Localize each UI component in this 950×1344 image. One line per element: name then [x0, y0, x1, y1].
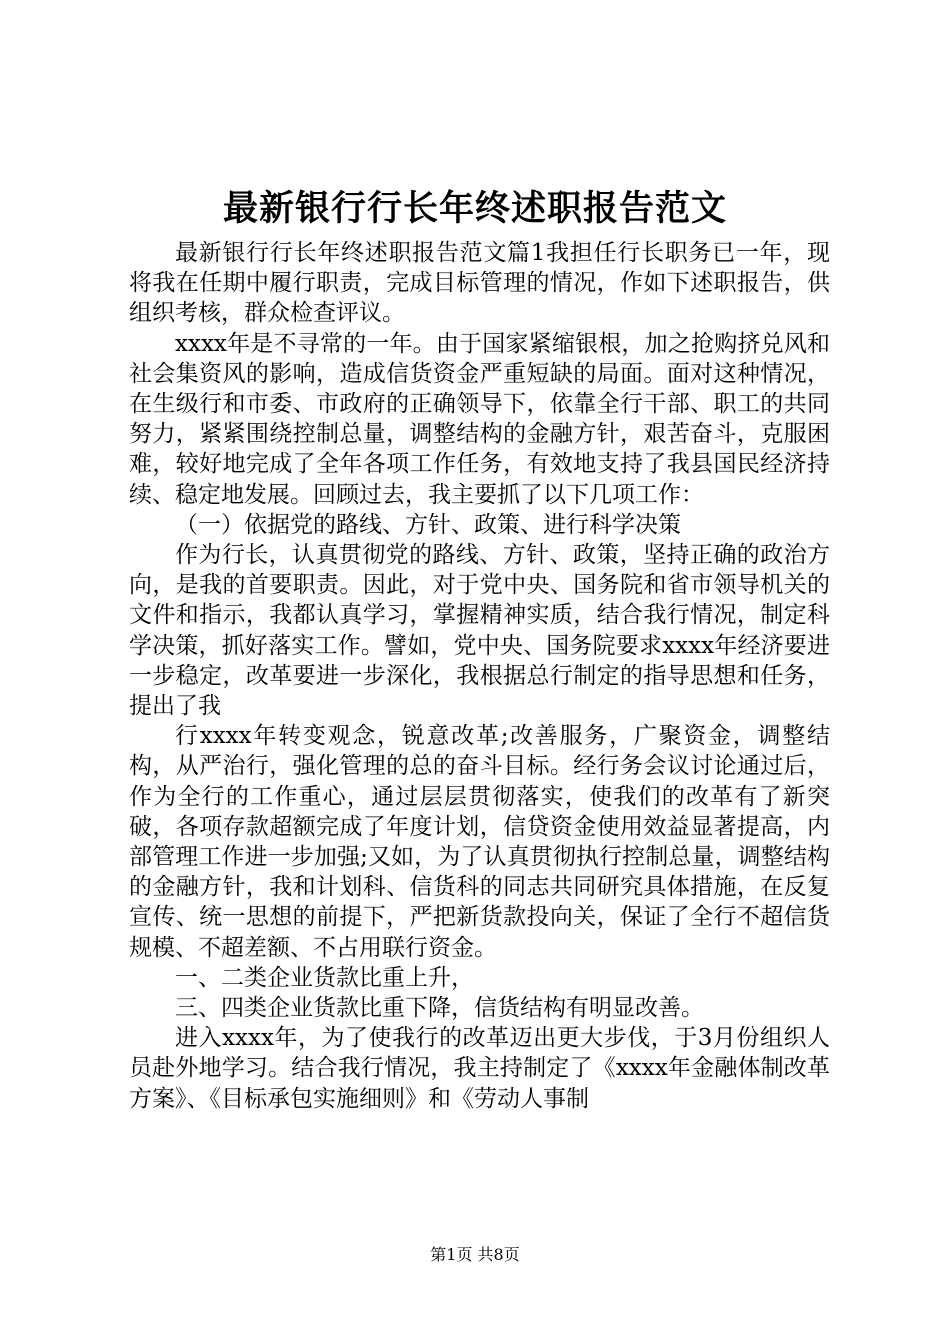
paragraph-intro: 最新银行行长年终述职报告范文篇1我担任行长职务已一年，现将我在任期中履行职责，完成目标管理的情况，作如下述职报告，供组织考核，群众检查评议。 [129, 240, 830, 327]
section-heading-1: （一）依据党的路线、方针、政策、进行科学决策 [175, 511, 681, 538]
paragraph-loan-up: 一、二类企业货款比重上升， [175, 964, 474, 991]
document-title: 最新银行行长年终述职报告范文 [222, 188, 727, 229]
paragraph-duty: 作为行长，认真贯彻党的路线、方针、政策，坚持正确的政治方向，是我的首要职责。因此，对于党中央、国务院和省市领导机关的文件和指示，我都认真学习，掌握精神实质，结合我行情况，制定科学决策，抓好落实工作。譬如，党中央、国务院要求xxxx年经济要进一步稳定，改革要进一步深化，我根据总行制定的指导思想和任务，提出了我 [129, 542, 830, 720]
paragraph-reform: 行xxxx年转变观念，锐意改革;改善服务，广聚资金，调整结构，从严治行，强化管理的总的奋斗目标。经行务会议讨论通过后，作为全行的工作重心，通过层层贯彻落实，使我们的改革有了新突破，各项存款超额完成了年度计划，信贷资金使用效益显著提高，内部管理工作进一步加强;又如，为了认真贯彻执行控制总量，调整结构的金融方针，我和计划科、信货科的同志共同研究具体措施，在反复宣传、统一思想的前提下，严把新货款投向关，保证了全行不超信货规模、不超差额、不占用联行资金。 [129, 723, 830, 961]
page-number: 第1页 共8页 [430, 1245, 520, 1264]
paragraph-new-year: 进入xxxx年，为了使我行的改革迈出更大步伐，于3月份组织人员赴外地学习。结合我行情况，我主持制定了《xxxx年金融体制改革方案》、《目标承包实施细则》和《劳动人事制 [129, 1025, 830, 1112]
document-body [129, 238, 830, 1114]
paragraph-year-overview: xxxx年是不寻常的一年。由于国家紧缩银根，加之抢购挤兑风和社会集资风的影响，造成信货资金严重短缺的局面。面对这种情况，在生级行和市委、市政府的正确领导下，依靠全行干部、职工的共同努力，紧紧围绕控制总量，调整结构的金融方针，艰苦奋斗，克服困难，较好地完成了全年各项工作任务，有效地支持了我县国民经济持续、稳定地发展。回顾过去，我主要抓了以下几项工作： [129, 330, 830, 508]
paragraph-loan-down: 三、四类企业货款比重下降，信货结构有明显改善。 [175, 995, 704, 1022]
